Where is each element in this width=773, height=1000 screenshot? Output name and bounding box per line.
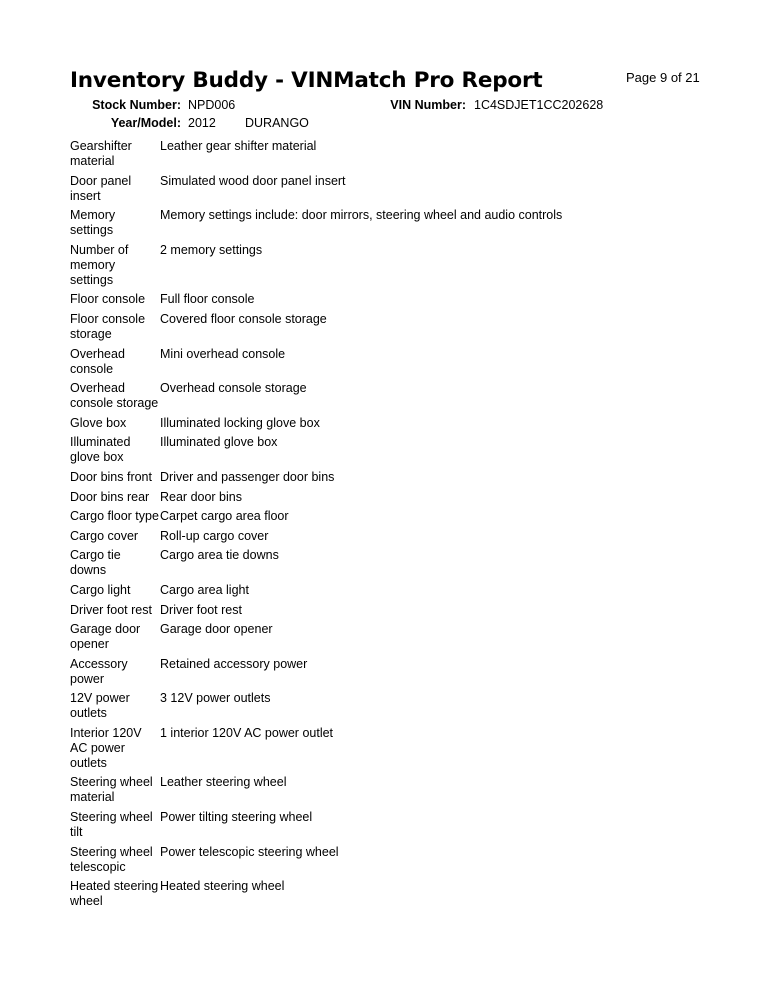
- table-row: [70, 292, 730, 312]
- table-row: [70, 810, 730, 845]
- spec-table-body: [70, 139, 730, 914]
- spec-label: Door panel insert: [70, 173, 132, 203]
- spec-label: Accessory power: [70, 656, 128, 686]
- stock-number-label: Stock Number:: [92, 98, 181, 112]
- page-number: Page 9 of 21: [626, 70, 700, 85]
- table-row: [70, 174, 730, 209]
- spec-value: Carpet cargo area floor: [160, 509, 289, 524]
- spec-value: Rear door bins: [160, 489, 242, 504]
- table-row: [70, 416, 730, 436]
- spec-value: Leather steering wheel: [160, 775, 287, 790]
- spec-label: Cargo light: [70, 582, 131, 597]
- spec-label: Floor console storage: [70, 311, 146, 341]
- spec-label: Door bins front: [70, 469, 152, 484]
- spec-label: Cargo cover: [70, 528, 139, 543]
- table-row: [70, 381, 730, 416]
- table-row: [70, 139, 730, 174]
- table-row: [70, 603, 730, 623]
- spec-value: Retained accessory power: [160, 656, 308, 671]
- spec-label: Memory settings: [70, 208, 116, 238]
- table-row: [70, 879, 730, 914]
- model-value: DURANGO: [245, 116, 309, 130]
- table-row: [70, 529, 730, 549]
- spec-label: Steering wheel telescopic: [70, 844, 153, 874]
- table-row: [70, 726, 730, 776]
- spec-label: Driver foot rest: [70, 602, 152, 617]
- table-row: [70, 490, 730, 510]
- spec-value: Full floor console: [160, 292, 255, 307]
- stock-number-value: NPD006: [188, 98, 236, 112]
- table-row: [70, 312, 730, 347]
- spec-value: Cargo area light: [160, 582, 249, 597]
- table-row: [70, 583, 730, 603]
- table-row: [70, 775, 730, 810]
- spec-value: Driver foot rest: [160, 602, 242, 617]
- vin-number-value: 1C4SDJET1CC202628: [474, 98, 604, 112]
- spec-value: 2 memory settings: [160, 242, 263, 257]
- spec-value: Simulated wood door panel insert: [160, 173, 346, 188]
- spec-table: [70, 139, 730, 914]
- year-value: 2012: [188, 116, 216, 130]
- table-row: [70, 691, 730, 726]
- report-title: Inventory Buddy - VINMatch Pro Report: [70, 68, 543, 93]
- spec-value: Overhead console storage: [160, 381, 307, 396]
- spec-label: Interior 120V AC power outlets: [70, 725, 142, 770]
- year-model-label: Year/Model:: [110, 116, 181, 130]
- table-row: [70, 622, 730, 657]
- spec-value: Garage door opener: [160, 622, 273, 637]
- spec-value: Driver and passenger door bins: [160, 469, 335, 484]
- spec-value: Leather gear shifter material: [160, 139, 317, 153]
- spec-value: 3 12V power outlets: [160, 691, 271, 706]
- table-row: [70, 347, 730, 382]
- table-row: [70, 509, 730, 529]
- spec-label: Steering wheel tilt: [70, 810, 153, 840]
- spec-value: Illuminated locking glove box: [160, 415, 320, 430]
- spec-label: Cargo tie downs: [70, 548, 121, 578]
- spec-value: Roll-up cargo cover: [160, 528, 269, 543]
- spec-value: Power telescopic steering wheel: [160, 844, 339, 859]
- table-row: [70, 548, 730, 583]
- spec-label: Number of memory settings: [70, 242, 129, 287]
- table-row: [70, 470, 730, 490]
- spec-label: Floor console: [70, 292, 146, 307]
- spec-label: 12V power outlets: [70, 691, 130, 721]
- spec-label: Heated steering wheel: [70, 879, 159, 909]
- table-row: [70, 435, 730, 470]
- spec-label: Overhead console storage: [70, 381, 159, 411]
- table-row: [70, 243, 730, 293]
- vin-number-label: VIN Number:: [390, 98, 466, 112]
- spec-label: Cargo floor type: [70, 509, 159, 524]
- table-row: [70, 208, 730, 243]
- table-row: [70, 657, 730, 692]
- spec-label: Overhead console: [70, 346, 125, 376]
- table-row: [70, 845, 730, 880]
- spec-label: Steering wheel material: [70, 775, 153, 805]
- spec-value: Illuminated glove box: [160, 435, 278, 450]
- spec-value: Memory settings include: door mirrors, steering wheel and audio controls: [160, 208, 563, 223]
- spec-value: Power tilting steering wheel: [160, 810, 313, 825]
- spec-label: Garage door opener: [70, 622, 141, 652]
- spec-label: Gearshifter material: [70, 139, 132, 168]
- spec-value: Covered floor console storage: [160, 311, 327, 326]
- spec-value: Cargo area tie downs: [160, 548, 279, 563]
- spec-label: Illuminated glove box: [70, 435, 131, 465]
- spec-value: Heated steering wheel: [160, 879, 285, 894]
- spec-value: 1 interior 120V AC power outlet: [160, 725, 334, 740]
- spec-label: Glove box: [70, 415, 127, 430]
- spec-value: Mini overhead console: [160, 346, 286, 361]
- spec-label: Door bins rear: [70, 489, 150, 504]
